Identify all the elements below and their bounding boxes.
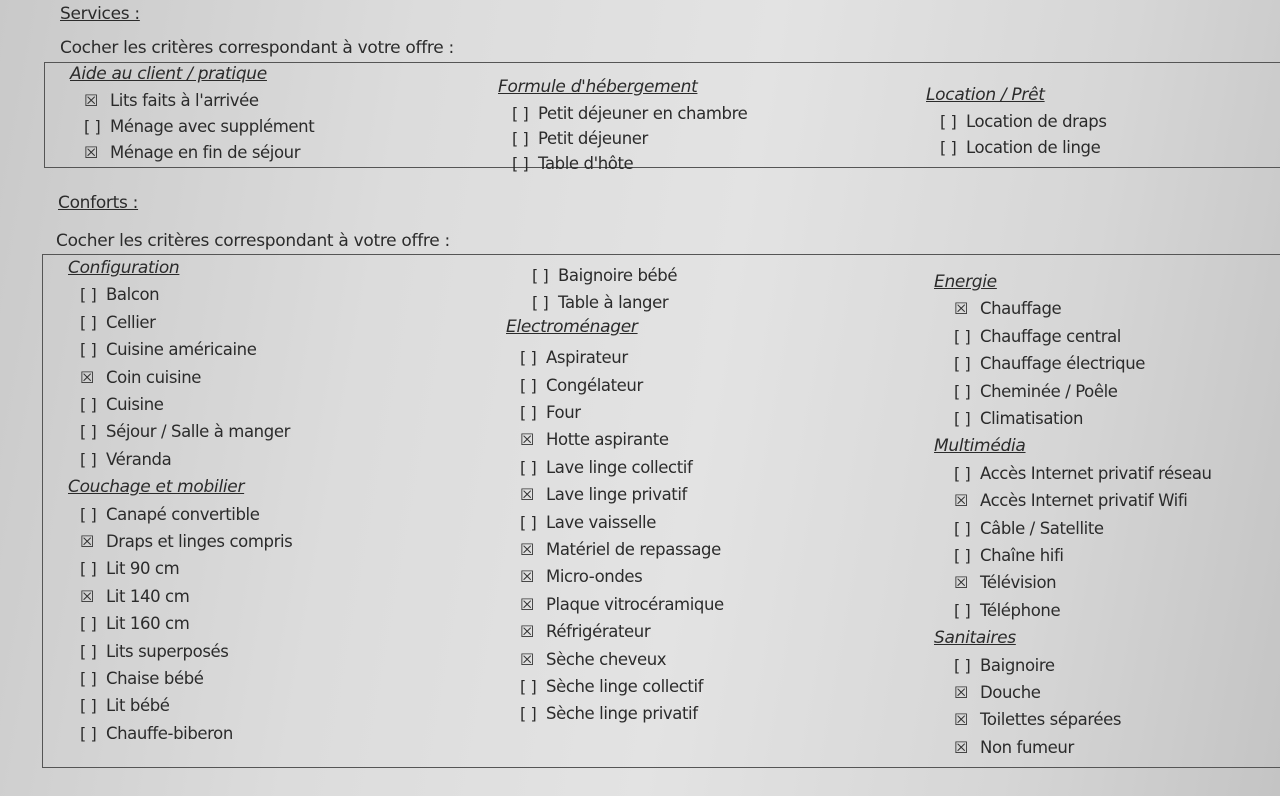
checkbox-label: Chauffage central [980, 326, 1121, 346]
checkbox-label: Lave vaisselle [546, 512, 656, 532]
checkbox-label: Table à langer [558, 293, 669, 313]
checkbox-item-balcon[interactable] [80, 285, 159, 305]
empty-box-icon[interactable]: [ ] [80, 285, 97, 305]
checkbox-label: Aspirateur [546, 348, 628, 368]
empty-box-icon[interactable]: [ ] [80, 723, 97, 743]
checkbox-item-lit-90-cm[interactable] [80, 559, 179, 579]
checkbox-item-chaise-bebe[interactable] [80, 669, 204, 689]
section-title-location-pret: Location / Prêt [926, 85, 1045, 105]
checkbox-item-cuisine-americaine[interactable] [80, 340, 256, 360]
checkbox-item-cuisine[interactable] [80, 395, 164, 415]
checked-box-icon[interactable]: ☒ [80, 367, 94, 387]
checkbox-item-table-a-langer[interactable] [532, 293, 668, 313]
checkbox-label: Baignoire [980, 655, 1055, 675]
checkbox-item-chauffe-biberon[interactable] [80, 724, 233, 744]
empty-box-icon[interactable]: [ ] [80, 504, 97, 524]
checked-box-icon[interactable]: ☒ [520, 485, 534, 505]
checked-box-icon[interactable]: ☒ [84, 143, 98, 162]
checkbox-label: Draps et linges compris [106, 532, 293, 551]
checkbox-label: Lit 140 cm [106, 586, 190, 606]
services-heading: Services : [60, 4, 140, 24]
checkbox-item-refrigerateur[interactable] [520, 622, 650, 642]
checkbox-item-hotte-aspirante[interactable] [520, 430, 669, 450]
empty-box-icon[interactable]: [ ] [80, 669, 97, 688]
empty-box-icon[interactable]: [ ] [84, 117, 101, 136]
empty-box-icon[interactable]: [ ] [80, 395, 97, 414]
checkbox-item-canape-convertible[interactable] [80, 505, 259, 525]
checkbox-label: Réfrigérateur [546, 622, 651, 642]
checkbox-label: Lit 160 cm [106, 614, 190, 634]
checkbox-label: Micro-ondes [546, 567, 643, 587]
checkbox-label: Cheminée / Poêle [980, 381, 1118, 401]
section-title-multimedia: Multimédia [934, 436, 1026, 457]
checkbox-label: Plaque vitrocéramique [546, 594, 724, 614]
checkbox-label: Coin cuisine [106, 367, 202, 387]
checked-box-icon[interactable]: ☒ [954, 491, 968, 511]
empty-box-icon[interactable]: [ ] [80, 614, 97, 634]
checkbox-label: Balcon [106, 285, 160, 305]
checkbox-item-lave-vaisselle[interactable] [520, 513, 656, 533]
checkbox-label: Séjour / Salle à manger [106, 422, 290, 442]
checked-box-icon[interactable]: ☒ [954, 299, 968, 319]
empty-box-icon[interactable]: [ ] [80, 449, 97, 469]
empty-box-icon[interactable]: [ ] [512, 129, 529, 148]
empty-box-icon[interactable]: [ ] [512, 154, 529, 173]
checkbox-label: Cellier [106, 312, 156, 332]
checkbox-item-acces-internet-privatif-wifi[interactable] [954, 491, 1187, 511]
checkbox-label: Chaise bébé [106, 669, 204, 688]
checked-box-icon[interactable]: ☒ [954, 737, 968, 757]
section-title-formule-d-hebergement: Formule d'hébergement [498, 77, 698, 97]
checkbox-label: Sèche linge privatif [546, 704, 698, 724]
checkbox-item-table-d-hote[interactable] [512, 154, 633, 174]
checkbox-item-plaque-vitroceramique[interactable] [520, 595, 724, 615]
empty-box-icon[interactable]: [ ] [520, 457, 537, 477]
checkbox-item-chaine-hifi[interactable] [954, 546, 1064, 566]
empty-box-icon[interactable]: [ ] [954, 381, 971, 401]
checked-box-icon[interactable]: ☒ [80, 586, 94, 606]
empty-box-icon[interactable]: [ ] [954, 518, 971, 538]
checkbox-label: Four [546, 403, 581, 422]
checkbox-item-telephone[interactable] [954, 601, 1060, 621]
checkbox-label: Congélateur [546, 375, 643, 395]
section-title-sanitaires: Sanitaires [934, 628, 1016, 649]
checkbox-item-baignoire[interactable] [954, 656, 1055, 676]
checkbox-item-seche-linge-privatif[interactable] [520, 704, 698, 724]
checkbox-item-sejour-salle-a-manger[interactable] [80, 422, 290, 442]
checkbox-item-cable-satellite[interactable] [954, 519, 1104, 539]
conforts-instruction: Cocher les critères correspondant à votre offre : [56, 231, 450, 251]
checkbox-label: Non fumeur [980, 737, 1074, 757]
checkbox-label: Douche [980, 683, 1041, 702]
section-title-electromenager: Electroménager [506, 316, 638, 337]
empty-box-icon[interactable]: [ ] [80, 696, 97, 716]
empty-box-icon[interactable]: [ ] [520, 704, 537, 724]
checkbox-item-draps-et-linges-compris[interactable] [80, 532, 292, 552]
checkbox-item-chauffage-electrique[interactable] [954, 354, 1145, 374]
section-title-couchage-et-mobilier: Couchage et mobilier [68, 477, 245, 498]
checkbox-item-aspirateur[interactable] [520, 348, 628, 368]
checkbox-label: Lit 90 cm [106, 559, 180, 579]
empty-box-icon[interactable]: [ ] [520, 348, 537, 368]
checkbox-item-lave-linge-collectif[interactable] [520, 458, 692, 478]
checkbox-item-chauffage-central[interactable] [954, 327, 1121, 347]
checkbox-item-petit-dejeuner-en-chambre[interactable] [512, 104, 747, 124]
empty-box-icon[interactable]: [ ] [954, 463, 971, 483]
checkbox-item-materiel-de-repassage[interactable] [520, 540, 721, 560]
empty-box-icon[interactable]: [ ] [532, 293, 549, 313]
checked-box-icon[interactable]: ☒ [954, 683, 968, 702]
checkbox-item-congelateur[interactable] [520, 376, 643, 396]
checkbox-label: Lave linge privatif [546, 485, 687, 505]
empty-box-icon[interactable]: [ ] [80, 312, 97, 332]
checked-box-icon[interactable]: ☒ [84, 91, 98, 110]
checked-box-icon[interactable]: ☒ [520, 540, 534, 559]
empty-box-icon[interactable]: [ ] [940, 138, 957, 157]
checkbox-item-lits-superposes[interactable] [80, 642, 228, 662]
checkbox-item-lit-160-cm[interactable] [80, 614, 189, 634]
checkbox-item-petit-dejeuner[interactable] [512, 129, 648, 149]
checkbox-item-toilettes-separees[interactable] [954, 710, 1121, 730]
checkbox-label: Chauffage électrique [980, 354, 1146, 374]
checkbox-label: Table d'hôte [538, 154, 634, 173]
empty-box-icon[interactable]: [ ] [954, 354, 971, 374]
checkbox-item-veranda[interactable] [80, 450, 171, 470]
checked-box-icon[interactable]: ☒ [520, 649, 534, 669]
checkbox-item-lit-bebe[interactable] [80, 696, 170, 716]
checkbox-label: Baignoire bébé [558, 266, 678, 285]
empty-box-icon[interactable]: [ ] [940, 112, 957, 131]
checkbox-label: Ménage en fin de séjour [110, 143, 301, 162]
checked-box-icon[interactable]: ☒ [520, 567, 534, 587]
checkbox-item-menage-avec-supplement[interactable] [84, 117, 314, 137]
section-title-aide-au-client-pratique: Aide au client / pratique [70, 64, 267, 84]
checkbox-label: Lits superposés [106, 641, 229, 661]
empty-box-icon[interactable]: [ ] [80, 559, 97, 579]
checkbox-item-cheminee-poele[interactable] [954, 382, 1118, 402]
empty-box-icon[interactable]: [ ] [80, 340, 97, 360]
checkbox-label: Petit déjeuner [538, 129, 648, 148]
empty-box-icon[interactable]: [ ] [512, 104, 529, 123]
checkbox-label: Cuisine américaine [106, 340, 257, 360]
checked-box-icon[interactable]: ☒ [520, 430, 534, 450]
empty-box-icon[interactable]: [ ] [954, 409, 971, 428]
checkbox-label: Sèche linge collectif [546, 677, 704, 696]
checkbox-item-seche-cheveux[interactable] [520, 650, 666, 670]
checkbox-item-acces-internet-privatif-reseau[interactable] [954, 464, 1212, 484]
checkbox-label: Petit déjeuner en chambre [538, 104, 748, 123]
empty-box-icon[interactable]: [ ] [532, 266, 549, 285]
checkbox-item-location-de-linge[interactable] [940, 138, 1100, 158]
checkbox-item-four[interactable] [520, 403, 581, 423]
empty-box-icon[interactable]: [ ] [80, 422, 97, 442]
checkbox-item-location-de-draps[interactable] [940, 112, 1107, 132]
section-title-configuration: Configuration [68, 258, 180, 278]
checked-box-icon[interactable]: ☒ [954, 573, 968, 593]
checked-box-icon[interactable]: ☒ [520, 594, 534, 614]
checkbox-label: Lave linge collectif [546, 457, 693, 477]
conforts-heading: Conforts : [58, 193, 139, 213]
checkbox-label: Chauffage [980, 299, 1062, 319]
empty-box-icon[interactable]: [ ] [954, 326, 971, 346]
checkbox-label: Chaîne hifi [980, 546, 1064, 565]
section-title-energie: Energie [934, 272, 997, 292]
checkbox-label: Location de draps [966, 112, 1107, 131]
checkbox-item-menage-en-fin-de-sejour[interactable] [84, 143, 300, 163]
checkbox-label: Lits faits à l'arrivée [110, 91, 259, 110]
empty-box-icon[interactable]: [ ] [520, 403, 537, 422]
checkbox-item-douche[interactable] [954, 683, 1041, 703]
checkbox-item-climatisation[interactable] [954, 409, 1083, 429]
checkbox-item-coin-cuisine[interactable] [80, 368, 201, 388]
checkbox-label: Télévision [980, 573, 1057, 593]
checkbox-label: Matériel de repassage [546, 540, 721, 559]
empty-box-icon[interactable]: [ ] [520, 375, 537, 395]
checkbox-item-non-fumeur[interactable] [954, 738, 1074, 758]
checkbox-item-television[interactable] [954, 573, 1056, 593]
empty-box-icon[interactable]: [ ] [954, 655, 971, 675]
checked-box-icon[interactable]: ☒ [80, 532, 94, 551]
checkbox-label: Location de linge [966, 138, 1101, 157]
checkbox-item-lit-140-cm[interactable] [80, 587, 189, 607]
checkbox-label: Hotte aspirante [546, 430, 669, 450]
services-instruction: Cocher les critères correspondant à votre offre : [60, 38, 454, 58]
empty-box-icon[interactable]: [ ] [954, 600, 971, 620]
empty-box-icon[interactable]: [ ] [80, 641, 97, 661]
empty-box-icon[interactable]: [ ] [520, 677, 537, 696]
checkbox-label: Chauffe-biberon [106, 723, 233, 743]
checkbox-label: Canapé convertible [106, 504, 260, 524]
checkbox-label: Ménage avec supplément [110, 117, 315, 136]
empty-box-icon[interactable]: [ ] [520, 512, 537, 532]
checkbox-item-baignoire-bebe[interactable] [532, 266, 677, 286]
checkbox-label: Véranda [106, 449, 172, 469]
checkbox-label: Accès Internet privatif Wifi [980, 491, 1188, 511]
checkbox-label: Climatisation [980, 409, 1084, 428]
checkbox-item-seche-linge-collectif[interactable] [520, 677, 703, 697]
checkbox-item-lave-linge-privatif[interactable] [520, 485, 687, 505]
checkbox-label: Accès Internet privatif réseau [980, 463, 1212, 483]
checkbox-item-micro-ondes[interactable] [520, 567, 642, 587]
checkbox-label: Sèche cheveux [546, 649, 667, 669]
checked-box-icon[interactable]: ☒ [954, 710, 968, 730]
checkbox-label: Cuisine [106, 395, 164, 414]
checkbox-label: Toilettes séparées [980, 710, 1122, 730]
checked-box-icon[interactable]: ☒ [520, 622, 534, 642]
checkbox-label: Téléphone [980, 600, 1061, 620]
checkbox-label: Câble / Satellite [980, 518, 1104, 538]
checkbox-item-chauffage[interactable] [954, 299, 1061, 319]
empty-box-icon[interactable]: [ ] [954, 546, 971, 565]
checkbox-item-cellier[interactable] [80, 313, 156, 333]
checkbox-item-lits-faits-a-l-arrivee[interactable] [84, 91, 259, 111]
checkbox-label: Lit bébé [106, 696, 170, 716]
